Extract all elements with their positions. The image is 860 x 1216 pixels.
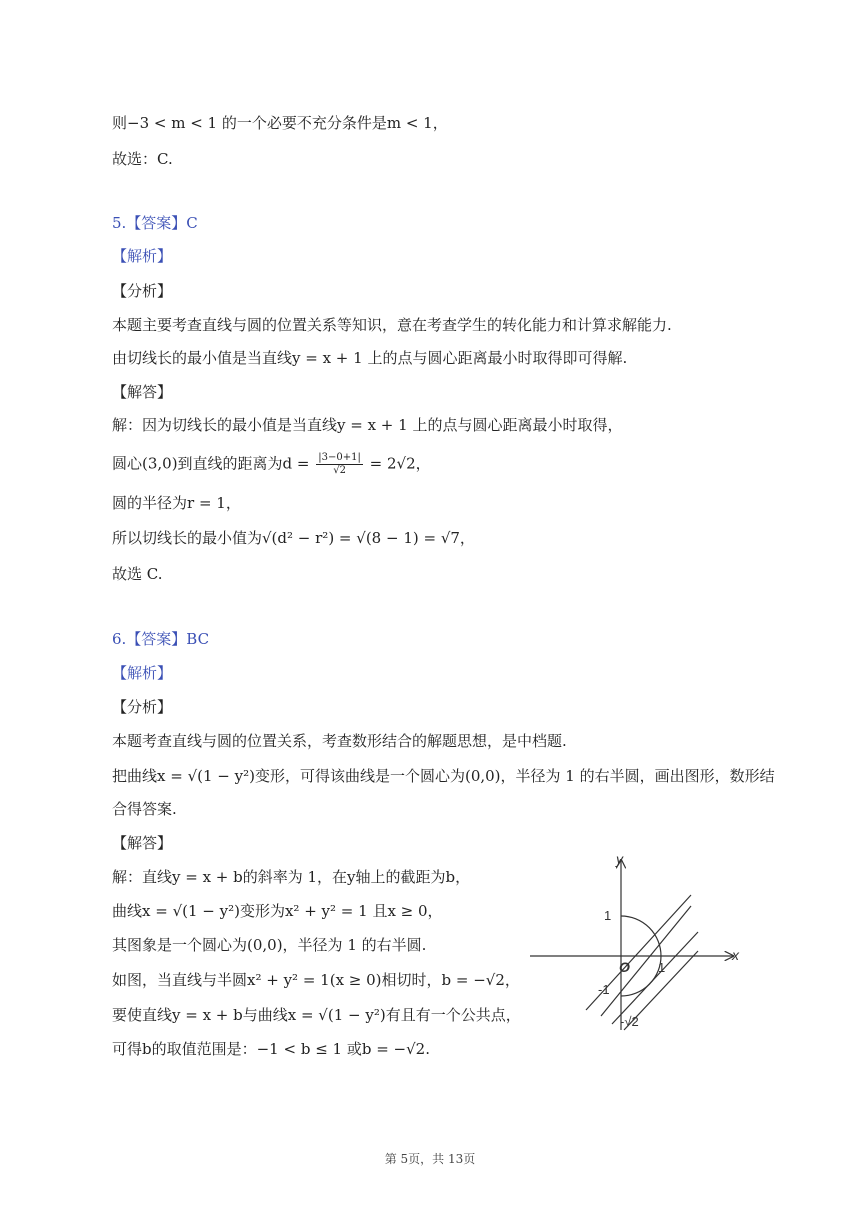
q5-distance-suffix: = 2√2， xyxy=(364,454,431,473)
minus-sqrt2-label: -√2 xyxy=(620,1014,639,1029)
q6-analysis-line-1: 本题考查直线与圆的位置关系，考查数形结合的解题思想，是中档题. xyxy=(112,732,567,750)
y-tick-minus-1: -1 xyxy=(598,982,610,997)
fraction-denominator: √2 xyxy=(333,465,346,476)
q6-solution-line-5: 要使直线y = x + b与曲线x = √(1 − y²)有且有一个公共点， xyxy=(112,1006,521,1024)
q4-line-1: 则−3 < m < 1 的一个必要不充分条件是m < 1， xyxy=(112,114,448,132)
x-axis-label: x xyxy=(732,947,739,963)
q6-solution-line-4: 如图，当直线与半圆x² + y² = 1(x ≥ 0)相切时，b = −√2， xyxy=(112,971,520,989)
q5-jieda-label: 【解答】 xyxy=(112,383,173,401)
q6-solution-line-1: 解：直线y = x + b的斜率为 1，在y轴上的截距为b， xyxy=(112,868,471,886)
q5-solution-line-5: 故选 C. xyxy=(112,565,163,583)
q6-analysis-line-3: 合得答案. xyxy=(112,800,177,818)
q6-jieda-label: 【解答】 xyxy=(112,834,173,852)
q5-answer-heading: 5.【答案】C xyxy=(112,214,198,232)
q5-solution-line-3: 圆的半径为r = 1， xyxy=(112,494,241,512)
q4-line-2: 故选：C. xyxy=(112,150,173,168)
q6-solution-line-2: 曲线x = √(1 − y²)变形为x² + y² = 1 且x ≥ 0， xyxy=(112,902,443,920)
q5-solution-line-1: 解：因为切线长的最小值是当直线y = x + 1 上的点与圆心距离最小时取得， xyxy=(112,416,623,434)
tangent-line-upper xyxy=(601,906,691,1016)
semicircle-figure xyxy=(528,850,758,1040)
q5-fenxi-label: 【分析】 xyxy=(112,282,173,300)
y-tick-1: 1 xyxy=(604,908,612,923)
q6-answer-heading: 6.【答案】BC xyxy=(112,630,210,648)
q5-jiexi-label: 【解析】 xyxy=(112,247,173,265)
q5-solution-line-2 xyxy=(112,452,431,477)
x-tick-1: 1 xyxy=(658,960,666,975)
q6-jiexi-label: 【解析】 xyxy=(112,664,173,682)
q6-fenxi-label: 【分析】 xyxy=(112,698,173,716)
q5-solution-line-4: 所以切线长的最小值为√(d² − r²) = √(8 − 1) = √7， xyxy=(112,529,475,547)
q6-solution-line-6: 可得b的取值范围是：−1 < b ≤ 1 或b = −√2. xyxy=(112,1040,430,1058)
y-axis-label: y xyxy=(616,851,623,867)
q5-analysis-line-2: 由切线长的最小值是当直线y = x + 1 上的点与圆心距离最小时取得即可得解. xyxy=(112,349,628,367)
q5-analysis-line-1: 本题主要考查直线与圆的位置关系等知识，意在考查学生的转化能力和计算求解能力. xyxy=(112,316,672,334)
fraction-numerator: |3−0+1| xyxy=(318,452,361,463)
q5-distance-prefix: 圆心(3,0)到直线的距离为d = xyxy=(112,454,315,473)
q6-solution-line-3: 其图象是一个圆心为(0,0)，半径为 1 的右半圆. xyxy=(112,936,427,954)
q6-analysis-line-2: 把曲线x = √(1 − y²)变形，可得该曲线是一个圆心为(0,0)，半径为 1 的右半圆，画出图形，数形结 xyxy=(112,767,775,785)
origin-label: O xyxy=(619,959,630,975)
q5-distance-fraction xyxy=(316,452,363,477)
line-b-equals-minus-1 xyxy=(612,932,698,1024)
page-footer: 第 5页，共 13页 xyxy=(384,1152,476,1166)
